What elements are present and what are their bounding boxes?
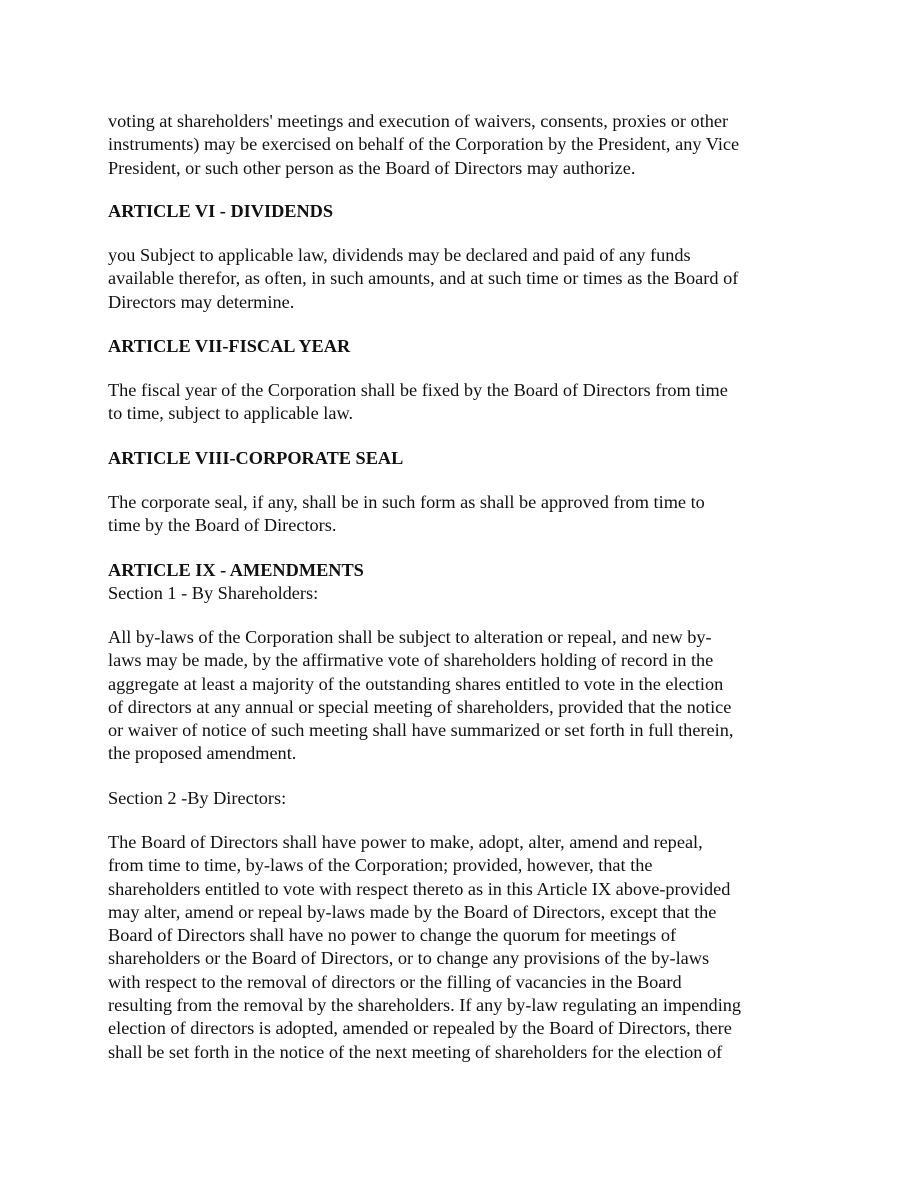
paragraph-fiscal-year — [108, 379, 728, 426]
section-2-heading — [108, 787, 286, 810]
text-line: ARTICLE VI - DIVIDENDS — [108, 201, 334, 221]
text-line: President, or such other person as the Board of Directors may authorize. — [108, 157, 636, 178]
text-line: with respect to the removal of directors or the filling of vacancies in the Board — [108, 971, 682, 992]
heading-article-viii — [108, 447, 403, 470]
text-line: shareholders entitled to vote with respect thereto as in this Article IX above-provided — [108, 878, 731, 899]
text-line: shareholders or the Board of Directors, or to change any provisions of the by-laws — [108, 948, 710, 969]
text-line: resulting from the removal by the shareholders. If any by-law regulating an impending — [108, 995, 742, 1016]
heading-article-vii — [108, 335, 350, 358]
text-line: aggregate at least a majority of the outstanding shares entitled to vote in the election — [108, 673, 724, 694]
text-line: Directors may determine. — [108, 291, 295, 312]
text-line: or waiver of notice of such meeting shall have summarized or set forth in full therein, — [108, 720, 734, 741]
text-line: you Subject to applicable law, dividends may be declared and paid of any funds — [108, 245, 691, 265]
text-line: may alter, amend or repeal by-laws made by the Board of Directors, except that the — [108, 901, 717, 922]
text-line: the proposed amendment. — [108, 743, 297, 764]
text-line: ARTICLE VII-FISCAL YEAR — [108, 336, 351, 356]
text-line: ARTICLE VIII-CORPORATE SEAL — [108, 448, 404, 468]
text-line: time by the Board of Directors. — [108, 515, 337, 536]
text-line: The fiscal year of the Corporation shall be fixed by the Board of Directors from time — [108, 380, 728, 400]
text-line: All by-laws of the Corporation shall be subject to alteration or repeal, and new by- — [108, 627, 712, 647]
text-line: to time, subject to applicable law. — [108, 403, 354, 424]
paragraph-by-directors — [108, 831, 741, 1064]
text-line: instruments) may be exercised on behalf of the Corporation by the President, any Vice — [108, 134, 740, 155]
text-line: election of directors is adopted, amended or repealed by the Board of Directors, there — [108, 1018, 732, 1039]
text-line: The corporate seal, if any, shall be in such form as shall be approved from time to — [108, 492, 705, 512]
heading-article-ix — [108, 559, 364, 606]
paragraph-dividends — [108, 244, 738, 314]
text-line: ARTICLE IX - AMENDMENTS — [108, 560, 364, 580]
text-line: of directors at any annual or special meeting of shareholders, provided that the notice — [108, 696, 732, 717]
paragraph-corporate-seal — [108, 491, 705, 538]
section-1-heading: Section 1 - By Shareholders: — [108, 583, 319, 604]
text-line: shall be set forth in the notice of the next meeting of shareholders for the election of — [108, 1041, 723, 1062]
text-line: laws may be made, by the affirmative vote of shareholders holding of record in the — [108, 650, 714, 671]
text-line: The Board of Directors shall have power to make, adopt, alter, amend and repeal, — [108, 832, 703, 852]
text-line: voting at shareholders' meetings and execution of waivers, consents, proxies or other — [108, 111, 729, 131]
text-line: Section 2 -By Directors: — [108, 788, 287, 808]
text-line: Board of Directors shall have no power to change the quorum for meetings of — [108, 925, 677, 946]
heading-article-vi — [108, 200, 333, 223]
paragraph-by-shareholders — [108, 626, 733, 766]
text-line: from time to time, by-laws of the Corporation; provided, however, that the — [108, 855, 653, 876]
paragraph-article-v-end — [108, 110, 739, 180]
text-line: available therefor, as often, in such amounts, and at such time or times as the Board of — [108, 268, 739, 289]
